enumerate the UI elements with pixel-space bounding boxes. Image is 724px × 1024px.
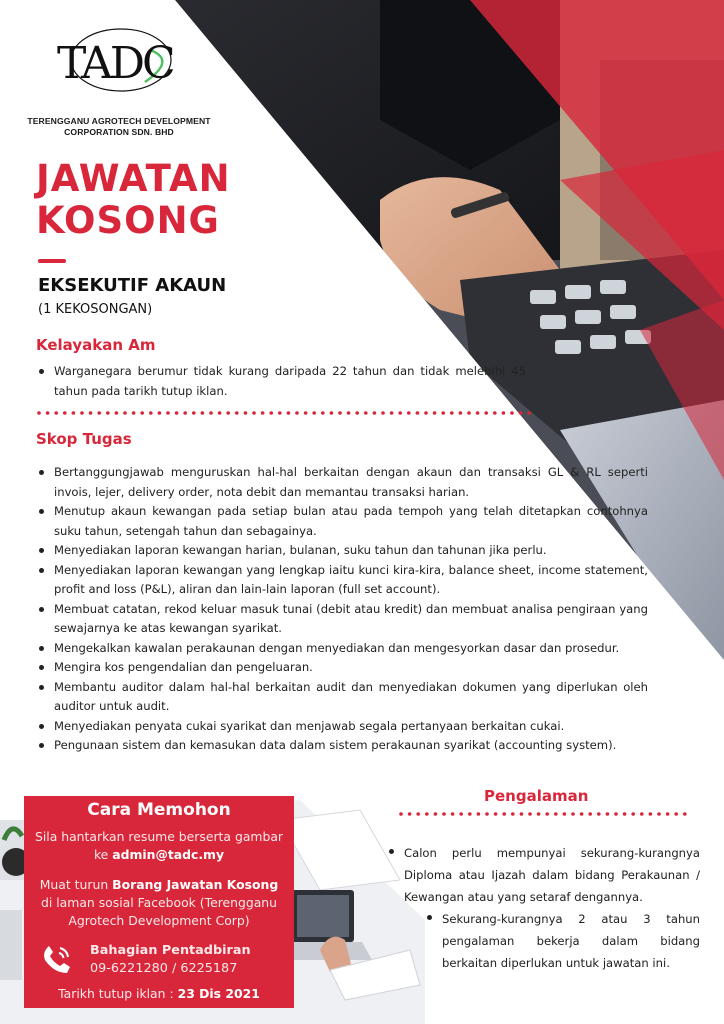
list-item: Menutup akaun kewangan pada setiap bulan atau pada tempoh yang telah ditetapkan contohnya suku tahun, setengah tahun dan sebagainya. <box>36 502 648 541</box>
org-name-line1: TERENGGANU AGROTECH DEVELOPMENT <box>27 116 211 126</box>
closing-label: Tarikh tutup iklan : <box>58 986 174 1001</box>
experience-heading: Pengalaman <box>484 787 589 805</box>
apply-send-text: Sila hantarkan resume berserta gambar ke <box>34 829 284 862</box>
list-item: Sekurang-kurangnya 2 atau 3 tahun pengalaman bekerja dalam bidang berkaitan diperlukan untuk jawatan ini. <box>424 908 700 974</box>
closing-date <box>24 986 294 1001</box>
eligibility-heading: Kelayakan Am <box>36 336 156 354</box>
apply-instructions <box>34 828 284 864</box>
scope-list <box>36 463 648 756</box>
list-item: Membuat catatan, rekod keluar masuk tunai (debit atau kredit) dan membuat analisa pengiraan yang sewajarnya ke atas kewangan syarikat. <box>36 600 648 639</box>
org-name <box>24 116 214 138</box>
department-name: Bahagian Pentadbiran <box>90 943 251 958</box>
list-item: Bertanggungjawab menguruskan hal-hal berkaitan dengan akaun dan transaksi GL & RL seperti invois, lejer, delivery order, nota debit dan memantau transaksi harian. <box>36 463 648 502</box>
title-divider <box>38 259 66 263</box>
form-download-text <box>34 876 284 930</box>
experience-list <box>386 842 700 908</box>
eligibility-list <box>36 362 526 401</box>
list-item: Calon perlu mempunyai sekurang-kurangnya Diploma atau Ijazah dalam bidang Perakaunan / Kewangan atau yang setaraf dengannya. <box>386 842 700 908</box>
list-item: Menyediakan penyata cukai syarikat dan menjawab segala pertanyaan berkaitan cukai. <box>36 717 648 737</box>
phone-icon <box>40 942 74 976</box>
page-title <box>36 158 231 242</box>
title-line1: JAWATAN <box>36 157 231 200</box>
logo-text: TADC <box>57 38 173 89</box>
list-item: Menyediakan laporan kewangan harian, bulanan, suku tahun dan tahunan jika perlu. <box>36 541 648 561</box>
download-pre: Muat turun <box>39 877 109 892</box>
title-line2: KOSONG <box>36 199 220 242</box>
tadc-logo <box>45 24 175 96</box>
list-item: Membantu auditor dalam hal-hal berkaitan audit dan menyediakan dokumen yang diperlukan oleh auditor untuk audit. <box>36 678 648 717</box>
dotted-divider <box>36 410 536 416</box>
vacancy-count: (1 KEKOSONGAN) <box>38 302 153 317</box>
dotted-divider <box>398 811 688 817</box>
experience-list-sub <box>424 908 700 974</box>
list-item: Pengunaan sistem dan kemasukan data dalam sistem perakaunan syarikat (accounting system). <box>36 736 648 756</box>
list-item: Mengira kos pengendalian dan pengeluaran. <box>36 658 648 678</box>
phone-number: 09-6221280 / 6225187 <box>90 961 238 976</box>
scope-heading: Skop Tugas <box>36 430 132 448</box>
apply-heading: Cara Memohon <box>87 800 231 820</box>
list-item: Warganegara berumur tidak kurang daripada 22 tahun dan tidak melebihi 45 tahun pada tarikh tutup iklan. <box>36 362 526 401</box>
list-item: Mengekalkan kawalan perakaunan dengan menyediakan dan mengesyorkan dasar dan prosedur. <box>36 639 648 659</box>
download-post: di laman sosial Facebook (Terengganu Agrotech Development Corp) <box>40 895 278 928</box>
list-item: Menyediakan laporan kewangan yang lengkap iaitu kunci kira-kira, balance sheet, income statement, profit and loss (P&L), aliran dan lain-lain laporan (full set account). <box>36 561 648 600</box>
apply-box <box>24 796 294 1008</box>
job-title: EKSEKUTIF AKAUN <box>38 275 227 296</box>
org-name-line2: CORPORATION SDN. BHD <box>64 127 174 137</box>
email-link[interactable]: admin@tadc.my <box>112 847 225 862</box>
closing-date-value: 23 Dis 2021 <box>177 986 260 1001</box>
form-name: Borang Jawatan Kosong <box>112 877 279 892</box>
